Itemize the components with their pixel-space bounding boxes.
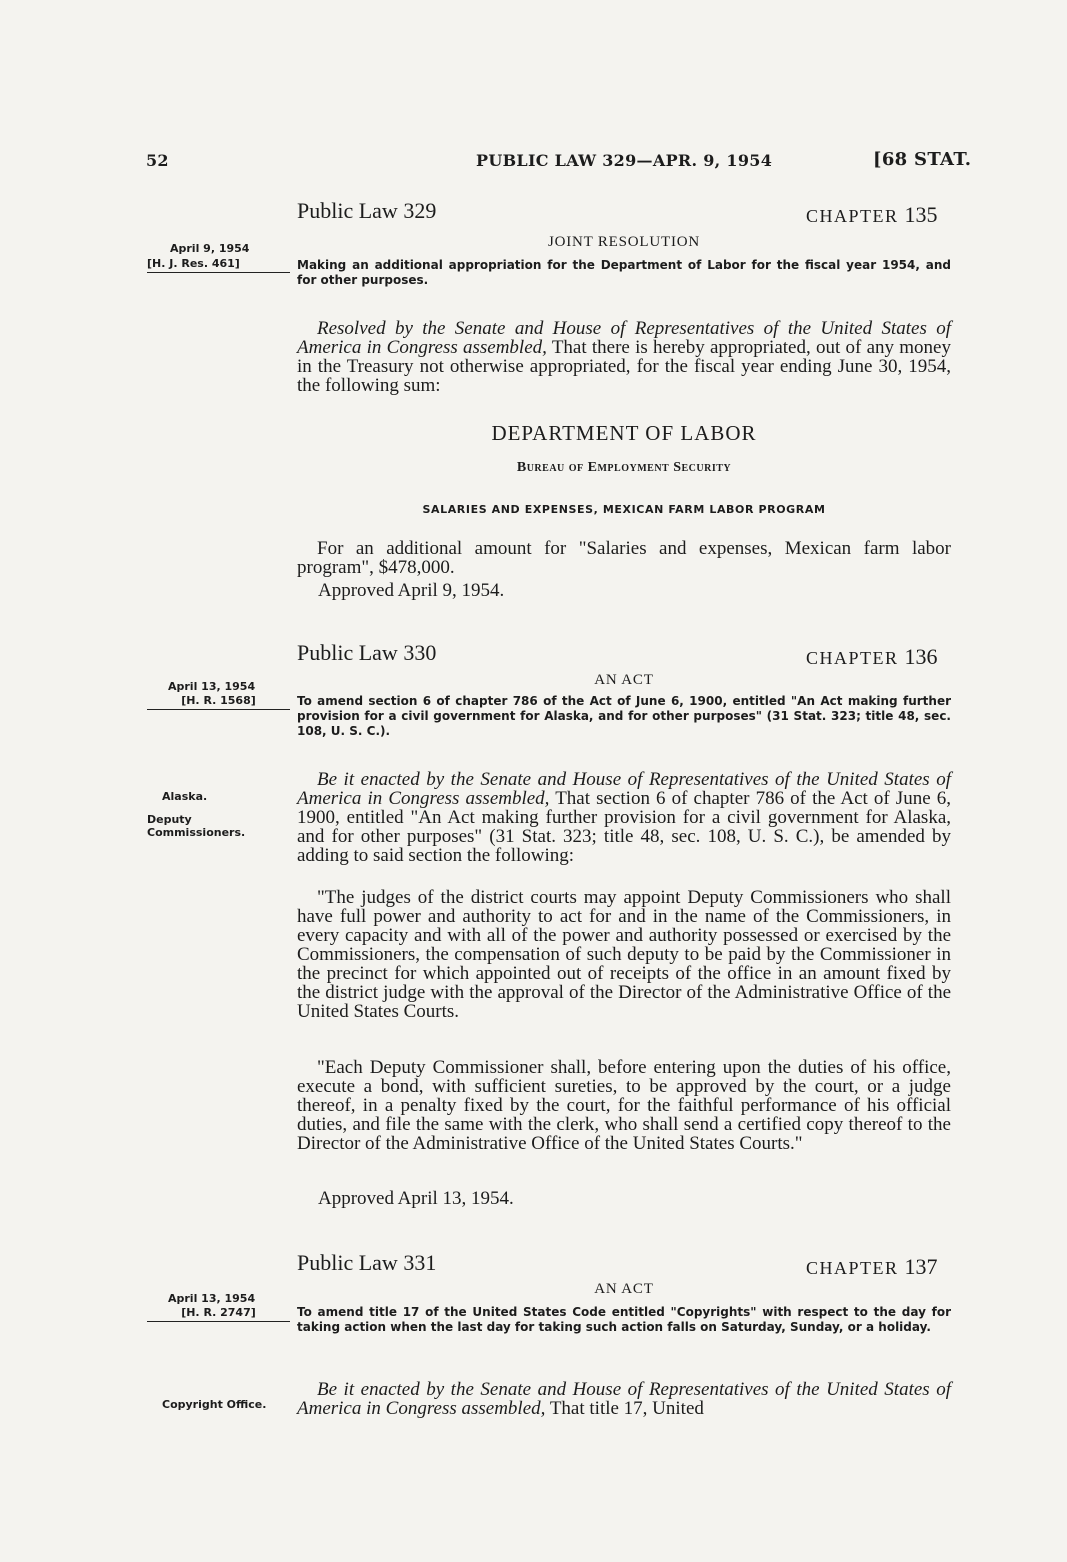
appropriation-amount-text: For an additional amount for "Salaries and expenses, Mexican farm labor program", $478,000. [297, 538, 951, 578]
law-331-kind: AN ACT [594, 1281, 654, 1297]
law-331-enacting-clause [297, 1380, 951, 1418]
law-330-paragraph-1: "The judges of the district courts may appoint Deputy Commissioners who shall have full power and authority to act for and in the name of the Commissioners, in every capacity and with all of the power and authority possessed or exercised by the Commissioners, the compensation of such deputy to be paid by the Commissioner in the precinct for which appointed out of receipts of the office in an amount fixed by the district judge with the approval of the Director of the Administrative Office of the United States Courts. [297, 887, 951, 1022]
chapter-number: 137 [904, 1254, 938, 1279]
page-number: 52 [146, 151, 169, 170]
chapter-word: CHAPTER [806, 648, 899, 668]
margin-note-copyright-office: Copyright Office. [162, 1398, 267, 1411]
department-heading: DEPARTMENT OF LABOR [491, 421, 757, 445]
law-330-enacting-clause [297, 770, 951, 865]
law-330-purpose: To amend section 6 of chapter 786 of the Act of June 6, 1900, entitled "An Act making further provision for a civil government for Alaska, and for other purposes" (31 Stat. 323; title 48, sec. 108, U. S. C.). [297, 694, 951, 738]
enacting-clause-text: That section 6 of chapter 786 of the Act of June 6, 1900, entitled "An Act making further provision for a civil government for Alaska, and for other purposes" (31 Stat. 323; title 48, sec. 108, U. S. C.), be amended by adding to said section the following: [297, 788, 951, 866]
law-329-bill-note: [H. J. Res. 461] [147, 257, 290, 273]
bureau-heading: Bureau of Employment Security [516, 460, 732, 475]
law-330-kind: AN ACT [594, 672, 654, 688]
appropriation-subheading: SALARIES AND EXPENSES, MEXICAN FARM LABOR PROGRAM [422, 503, 826, 516]
law-331-bill-note: [H. R. 2747] [147, 1306, 290, 1322]
law-329-date-note: April 9, 1954 [170, 242, 250, 255]
law-331-date-note: April 13, 1954 [168, 1292, 256, 1305]
law-330-chapter [806, 644, 938, 670]
enacting-clause-italic: Be it enacted by the Senate and House of Representatives of the United States of America in Congress assembled, [297, 769, 951, 809]
volume-reference: [68 STAT. [873, 149, 972, 170]
law-330-paragraph-2: "Each Deputy Commissioner shall, before entering upon the duties of his office, execute a bond, with sufficient sureties, to be approved by the court, or a judge thereof, in a penalty fixed by the court, for the faithful performance of his official duties, and file the same with the clerk, who shall send a certified copy thereof to the Director of the Administrative Office of the United States Courts." [297, 1057, 951, 1154]
margin-note-deputy-commissioners: Deputy Commissioners. [147, 813, 246, 839]
chapter-word: CHAPTER [806, 206, 899, 226]
chapter-number: 135 [904, 202, 938, 227]
law-329-title: Public Law 329 [297, 198, 437, 223]
law-331-purpose: To amend title 17 of the United States Code entitled "Copyrights" with respect to the day for taking action when the last day for taking such action falls on Saturday, Sunday, or a holiday. [297, 1305, 951, 1334]
law-329-approved: Approved April 9, 1954. [318, 580, 505, 601]
law-331-title: Public Law 331 [297, 1250, 437, 1275]
enacting-clause-italic: Be it enacted by the Senate and House of Representatives of the United States of America in Congress assembled, [297, 1379, 951, 1419]
chapter-word: CHAPTER [806, 1258, 899, 1278]
law-329-kind: JOINT RESOLUTION [547, 234, 701, 250]
law-329-purpose: Making an additional appropriation for the Department of Labor for the fiscal year 1954, and for other purposes. [297, 258, 951, 287]
enacting-clause-text: That title 17, United [549, 1398, 704, 1419]
law-329-resolving-clause [297, 319, 951, 395]
law-330-bill-note: [H. R. 1568] [147, 694, 290, 710]
law-330-approved: Approved April 13, 1954. [318, 1188, 514, 1209]
chapter-number: 136 [904, 644, 938, 669]
margin-note-alaska: Alaska. [162, 790, 208, 803]
law-329-chapter [806, 202, 938, 228]
law-330-date-note: April 13, 1954 [168, 680, 256, 693]
law-330-title: Public Law 330 [297, 640, 437, 665]
resolving-clause-italic: Resolved by the Senate and House of Representatives of the United States of America in Congress assembled, [297, 318, 951, 358]
law-331-chapter [806, 1254, 938, 1280]
running-title: PUBLIC LAW 329—APR. 9, 1954 [476, 151, 773, 170]
resolving-clause-text: That there is hereby appropriated, out of any money in the Treasury not otherwise appropriated, for the fiscal year ending June 30, 1954, the following sum: [297, 337, 951, 396]
